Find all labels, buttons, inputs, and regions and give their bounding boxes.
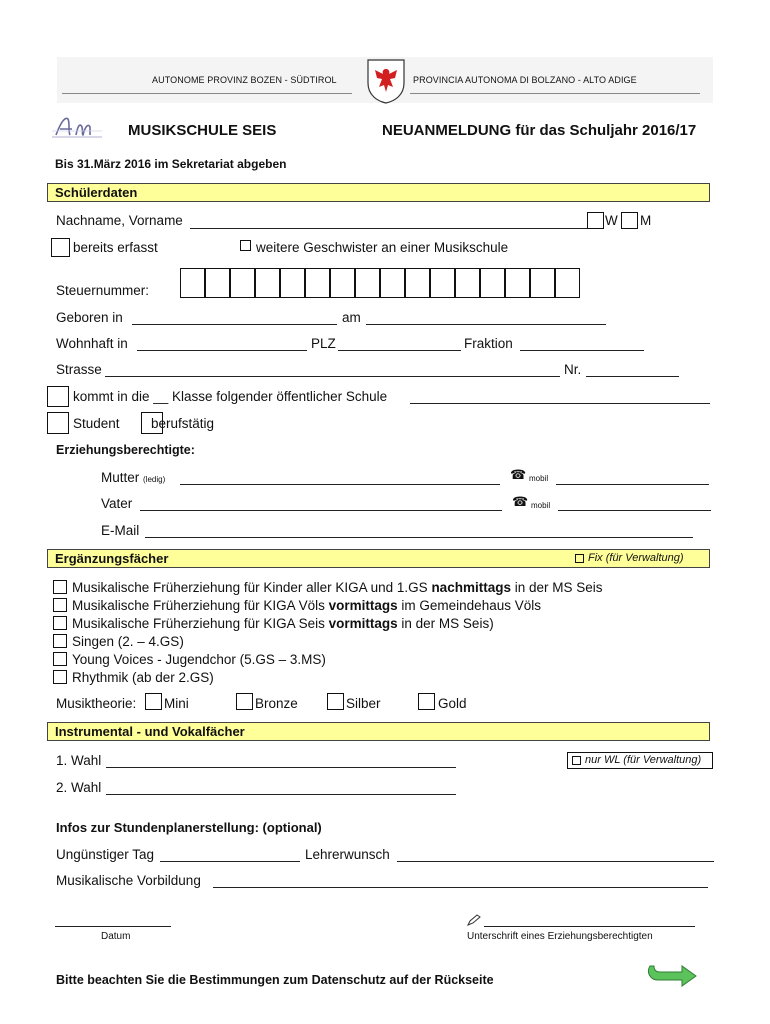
- fix-admin-checkbox[interactable]: [575, 554, 584, 563]
- fraction-label: Fraktion: [464, 336, 513, 351]
- supplementary-item: Musikalische Früherziehung für Kinder aller KIGA und 1.GS nachmittags in der MS Seis: [72, 580, 603, 595]
- father-name-field[interactable]: [140, 510, 502, 511]
- teacher-wish-label: Lehrerwunsch: [305, 847, 390, 862]
- tax-digit-box[interactable]: [305, 268, 330, 298]
- tax-digit-box[interactable]: [430, 268, 455, 298]
- music-theory-label: Musiktheorie:: [56, 696, 137, 711]
- mother-name-field[interactable]: [180, 484, 500, 485]
- siblings-checkbox[interactable]: [240, 240, 251, 251]
- residence-field[interactable]: [137, 350, 307, 351]
- gender-w-label: W: [605, 213, 618, 228]
- prior-education-field[interactable]: [213, 887, 708, 888]
- theory-silver-checkbox[interactable]: [327, 693, 344, 710]
- father-mobile-field[interactable]: [558, 510, 711, 511]
- student-checkbox[interactable]: [47, 412, 69, 434]
- pen-icon: [467, 914, 481, 926]
- section-header-supplementary: [47, 549, 710, 568]
- tax-digit-box[interactable]: [555, 268, 580, 298]
- section-header-student: [47, 183, 710, 202]
- header-left-rule: [62, 93, 352, 94]
- tax-digit-box[interactable]: [405, 268, 430, 298]
- father-label: Vater: [101, 496, 133, 511]
- bad-day-field[interactable]: [160, 861, 300, 862]
- guardians-heading: Erziehungsberechtigte:: [56, 443, 195, 457]
- tax-digit-box[interactable]: [230, 268, 255, 298]
- birthdate-field[interactable]: [366, 324, 606, 325]
- prior-education-label: Musikalische Vorbildung: [56, 873, 201, 888]
- school-class-checkbox[interactable]: [47, 386, 69, 407]
- tax-digit-box[interactable]: [505, 268, 530, 298]
- gender-m-label: M: [640, 213, 652, 228]
- theory-bronze-label: Bronze: [255, 696, 298, 711]
- deadline-note: Bis 31.März 2016 im Sekretariat abgeben: [55, 157, 287, 171]
- supplementary-checkbox[interactable]: [53, 598, 67, 612]
- theory-mini-checkbox[interactable]: [145, 693, 162, 710]
- employed-label: berufstätig: [151, 416, 215, 431]
- siblings-label: weitere Geschwister an einer Musikschule: [256, 240, 509, 255]
- already-registered-label: bereits erfasst: [73, 240, 158, 255]
- form-title: NEUANMELDUNG für das Schuljahr 2016/17: [382, 122, 697, 139]
- wl-admin-label: nur WL (für Verwaltung): [585, 754, 702, 766]
- section-title-instrumental: Instrumental - und Vokalfächer: [55, 724, 245, 739]
- theory-gold-checkbox[interactable]: [418, 693, 435, 710]
- section-title-supplementary: Ergänzungsfächer: [55, 551, 169, 566]
- tax-digit-box[interactable]: [280, 268, 305, 298]
- mother-note: (ledig): [143, 475, 166, 484]
- music-school-logo-icon: [52, 115, 102, 139]
- theory-silver-label: Silber: [346, 696, 381, 711]
- tax-digit-box[interactable]: [180, 268, 205, 298]
- street-field[interactable]: [105, 376, 560, 377]
- supplementary-item: Singen (2. – 4.GS): [72, 634, 184, 649]
- plz-label: PLZ: [311, 336, 336, 351]
- teacher-wish-field[interactable]: [397, 861, 714, 862]
- date-field[interactable]: [55, 926, 171, 927]
- bad-day-label: Ungünstiger Tag: [56, 847, 155, 862]
- supplementary-item: Rhythmik (ab der 2.GS): [72, 670, 214, 685]
- residence-label: Wohnhaft in: [56, 336, 128, 351]
- public-school-field[interactable]: [410, 403, 710, 404]
- birthdate-label: am: [342, 310, 361, 325]
- second-choice-field[interactable]: [106, 794, 456, 795]
- signature-field[interactable]: [484, 926, 695, 927]
- section-title-student: Schülerdaten: [55, 185, 138, 200]
- fraction-field[interactable]: [520, 350, 644, 351]
- date-label: Datum: [101, 931, 131, 942]
- tax-digit-box[interactable]: [330, 268, 355, 298]
- tax-digit-box[interactable]: [205, 268, 230, 298]
- supplementary-checkbox[interactable]: [53, 652, 67, 666]
- tax-digit-box[interactable]: [455, 268, 480, 298]
- theory-bronze-checkbox[interactable]: [236, 693, 253, 710]
- student-label: Student: [73, 416, 120, 431]
- mother-mobile-field[interactable]: [556, 484, 709, 485]
- school-title: MUSIKSCHULE SEIS: [128, 122, 277, 139]
- privacy-note: Bitte beachten Sie die Bestimmungen zum Datenschutz auf der Rückseite: [56, 973, 494, 987]
- supplementary-checkbox[interactable]: [53, 670, 67, 684]
- plz-field[interactable]: [338, 350, 461, 351]
- tax-digit-box[interactable]: [480, 268, 505, 298]
- email-field[interactable]: [145, 537, 693, 538]
- mother-mobile-label: mobil: [529, 474, 549, 483]
- tax-digit-box[interactable]: [355, 268, 380, 298]
- house-number-field[interactable]: [586, 376, 679, 377]
- theory-mini-label: Mini: [164, 696, 189, 711]
- already-registered-checkbox[interactable]: [51, 238, 70, 257]
- wl-admin-box: [567, 752, 713, 769]
- mother-label: [101, 470, 165, 485]
- gender-m-checkbox[interactable]: [621, 212, 638, 229]
- tax-number-label: Steuernummer:: [56, 283, 150, 298]
- header-right-rule: [410, 93, 700, 94]
- second-choice-label: 2. Wahl: [56, 780, 102, 795]
- tax-digit-box[interactable]: [255, 268, 280, 298]
- mother-label-text: Mutter: [101, 470, 140, 485]
- wl-admin-checkbox[interactable]: [572, 756, 581, 765]
- house-number-label: Nr.: [564, 362, 582, 377]
- first-choice-label: 1. Wahl: [56, 753, 102, 768]
- supplementary-item: Musikalische Früherziehung für KIGA Seis vormittags in der MS Seis): [72, 616, 494, 631]
- theory-gold-label: Gold: [438, 696, 467, 711]
- turn-page-arrow-icon[interactable]: [644, 960, 698, 990]
- supplementary-checkbox[interactable]: [53, 634, 67, 648]
- fix-admin-label: Fix (für Verwaltung): [588, 552, 684, 564]
- supplementary-item: Musikalische Früherziehung für KIGA Völs vormittags im Gemeindehaus Völs: [72, 598, 541, 613]
- tax-digit-box[interactable]: [380, 268, 405, 298]
- school-class-label: kommt in die __ Klasse folgender öffentlicher Schule: [73, 389, 388, 404]
- phone-icon: ☎: [510, 467, 527, 482]
- section-header-instrumental: [47, 722, 710, 741]
- birthplace-label: Geboren in: [56, 310, 123, 325]
- gender-w-checkbox[interactable]: [587, 212, 604, 229]
- birthplace-field[interactable]: [132, 324, 337, 325]
- supplementary-item: Young Voices - Jugendchor (5.GS – 3.MS): [72, 652, 326, 667]
- supplementary-checkbox[interactable]: [53, 580, 67, 594]
- tax-digit-box[interactable]: [530, 268, 555, 298]
- phone-icon: ☎: [512, 494, 529, 509]
- signature-label: Unterschrift eines Erziehungsberechtigten: [467, 931, 653, 942]
- first-choice-field[interactable]: [106, 767, 456, 768]
- father-mobile-label: mobil: [531, 501, 551, 510]
- name-label: Nachname, Vorname: [56, 213, 183, 228]
- schedule-heading: Infos zur Stundenplanerstellung: (optional): [56, 820, 322, 835]
- header-left-text: AUTONOME PROVINZ BOZEN - SÜDTIROL: [152, 75, 337, 85]
- supplementary-checkbox[interactable]: [53, 616, 67, 630]
- street-label: Strasse: [56, 362, 102, 377]
- name-field[interactable]: [190, 228, 587, 229]
- coat-of-arms-icon: [365, 57, 407, 105]
- email-label: E-Mail: [101, 523, 140, 538]
- header-right-text: PROVINCIA AUTONOMA DI BOLZANO - ALTO ADIGE: [413, 75, 637, 85]
